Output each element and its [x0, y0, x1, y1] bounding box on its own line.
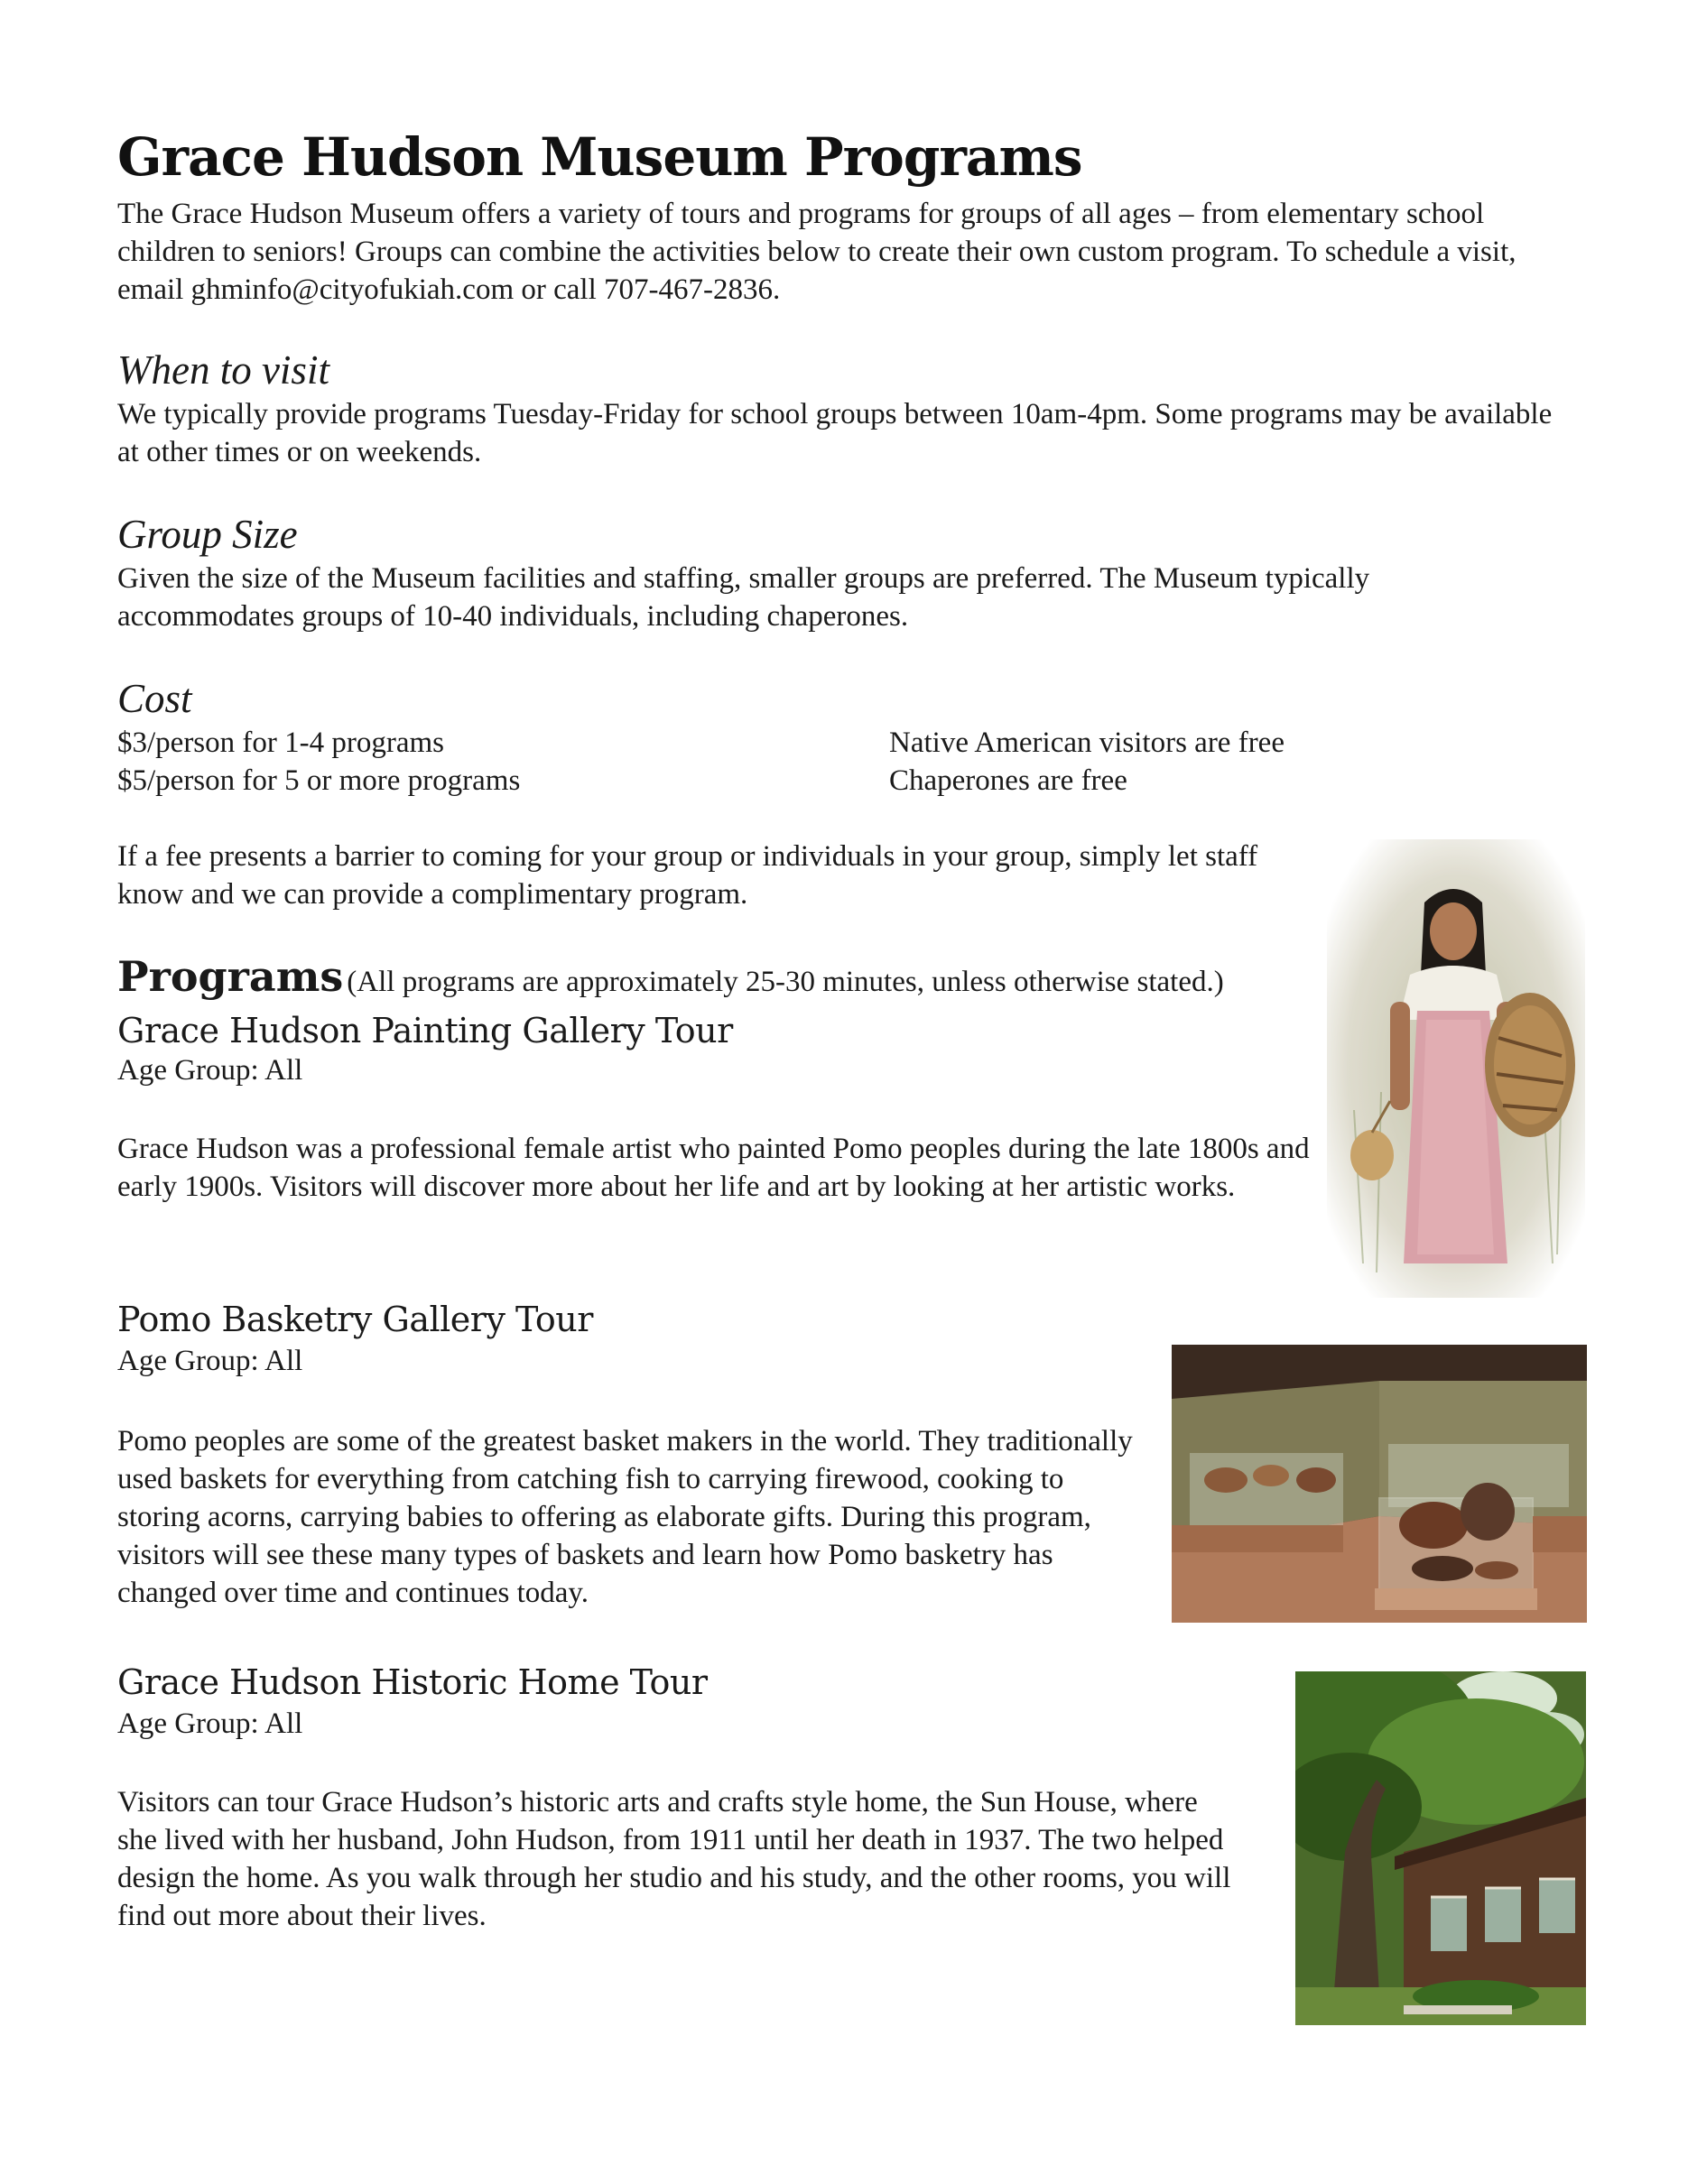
sun-house-image	[1295, 1671, 1586, 2025]
program-description: Pomo peoples are some of the greatest basket makers in the world. They traditionally used baskets for everything from catching fish to carrying firewood, cooking to storing acorns, carrying babies to offering as elaborate gifts. During this program, visitors will see these many types of baskets and learn how Pomo basketry has changed over time and continues today.	[117, 1425, 1133, 1609]
programs-note: (All programs are approximately 25-30 minutes, unless otherwise stated.)	[347, 966, 1224, 998]
cost-free-line: Chaperones are free	[889, 764, 1127, 797]
program-title: Grace Hudson Painting Gallery Tour	[117, 1011, 733, 1050]
pomo-woman-painting-image	[1327, 839, 1585, 1298]
when-text: We typically provide programs Tuesday-Friday for school groups between 10am-4pm. Some programs may be available at other times or on weekends.	[117, 398, 1553, 468]
basketry-gallery-image	[1172, 1345, 1587, 1623]
program-age-group: Age Group: All	[117, 1054, 303, 1087]
program-description: Grace Hudson was a professional female artist who painted Pomo peoples during the late 1800s and early 1900s. Visitors will discover more about her life and art by looking at her artistic works.	[117, 1133, 1310, 1203]
page-title: Grace Hudson Museum Programs	[117, 126, 1082, 188]
fee-note: If a fee presents a barrier to coming for your group or individuals in your group, simply let staff know and we can provide a complimentary program.	[117, 840, 1258, 911]
program-title: Pomo Basketry Gallery Tour	[117, 1300, 593, 1339]
program-title: Grace Hudson Historic Home Tour	[117, 1662, 708, 1702]
group-size-heading: Group Size	[117, 512, 298, 557]
program-age-group: Age Group: All	[117, 1345, 303, 1377]
cost-free-line: Native American visitors are free	[889, 726, 1285, 759]
program-age-group: Age Group: All	[117, 1707, 303, 1740]
program-description: Visitors can tour Grace Hudson’s historic arts and crafts style home, the Sun House, where she lived with her husband, John Hudson, from 1911 until her death in 1937. The two helped design the home. As you walk through her studio and his study, and the other rooms, you will find out more about their lives.	[117, 1786, 1231, 1932]
intro-paragraph: The Grace Hudson Museum offers a variety of tours and programs for groups of all ages – from elementary school children to seniors! Groups can combine the activities below to create their own custom program. To schedule a visit, email ghminfo@cityofukiah.com or call 707-467-2836.	[117, 198, 1516, 306]
programs-heading: Programs	[117, 952, 344, 1001]
group-size-text: Given the size of the Museum facilities and staffing, smaller groups are preferred. The Museum typically accommodates groups of 10-40 individuals, including chaperones.	[117, 562, 1370, 633]
when-heading: When to visit	[117, 347, 329, 393]
cost-line: $5/person for 5 or more programs	[117, 764, 521, 797]
programs-header	[117, 952, 1224, 1001]
cost-line: $3/person for 1-4 programs	[117, 726, 445, 759]
cost-heading: Cost	[117, 676, 192, 721]
